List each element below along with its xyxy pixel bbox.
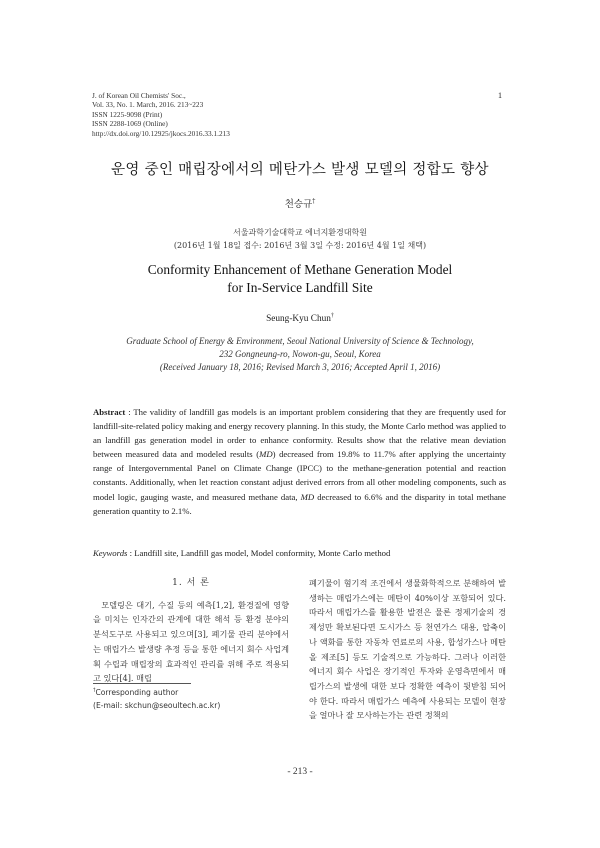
title-english-line1: Conformity Enhancement of Methane Generation Model [147,262,453,277]
body-paragraph-left: 모델링은 대기, 수질 등의 예측[1,2], 환경질에 영향을 미치는 인자간의 관계에 대한 해석 등 환경 분야의 분석도구로 사용되고 있으며[3], 폐기물 관리 분야에서는 매립가스 발생량 추정 등을 통한 에너지 회수 사업계획 수립과 매립장의 효과적인 관리를 위해 주로 적용되고 있다[4]. 매립 [93,599,289,684]
affiliation-english-line2: 232 Gongneung-ro, Nowon-gu, Seoul, Korea [219,349,381,359]
journal-doi: http://dx.doi.org/10.12925/jkocs.2016.33.1.213 [92,128,230,138]
abstract-sep: : [125,407,134,417]
journal-issn-print: ISSN 1225-9098 (Print) [92,109,163,119]
footnote-corresponding-text: Corresponding author [95,688,179,697]
affiliation-korean [0,227,600,252]
author-korean [0,196,600,210]
page-number-top: 1 [498,91,502,100]
affiliation-english-dates: (Received January 18, 2016; Revised March 3, 2016; Accepted April 1, 2016) [159,362,441,372]
abstract-part2: ) decreased from 19.8% to 11.7% after applying the uncertainty range of Intergovernmental Panel on Climate Change (IPCC) to the methane-generation potential and reaction constants. Additionally, when let reaction constant adjust derived errors from all other modeling components, such as model logic, gauging waste, and measured methane data, [93,449,506,502]
page-number-bottom: - 213 - [287,767,313,777]
journal-issn-online: ISSN 2288-1069 (Online) [92,119,168,129]
author-english-name: Seung-Kyu Chun [266,314,331,324]
footnote-corresponding [93,687,293,700]
body-column-left [93,576,289,686]
author-english [0,314,600,324]
title-korean: 운영 중인 매립장에서의 메탄가스 발생 모델의 정합도 향상 [111,162,489,178]
title-english [0,261,600,297]
body-paragraph-right: 폐기물이 혐기적 조건에서 생물화학적으로 분해하여 발생하는 매립가스에는 메탄이 40%이상 포함되어 있다. 따라서 매립가스를 활용한 발전은 물론 정제기술의 경제성만 확보된다면 도시가스 등 천연가스 대용, 압축이나 액화를 통한 자동차 연료로의 사용, 합성가스나 메탄올 제조[5] 등도 기술적으로 가능하다. 그러나 이러한 에너지 회수 사업은 장기적인 투자와 운영측면에서 매립가스의 발생에 대한 보다 정확한 예측이 뒷받침 되어야 한다. 따라서 매립가스 예측에 사용되는 모델이 현장을 얼마나 잘 모사하는가는 관련 정책의 [309,578,506,721]
footnote [93,687,293,712]
affiliation-korean-name: 서울과학기술대학교 에너지환경대학원 [233,228,367,237]
abstract [93,405,506,518]
footnote-mark: † [93,687,96,694]
corresponding-mark-en: † [330,312,334,319]
keywords-text: Landfill site, Landfill gas model, Model conformity, Monte Carlo method [134,548,391,558]
section-heading-introduction: 1. 서 론 [172,578,210,588]
affiliation-english [0,335,600,374]
journal-info [92,91,230,138]
author-korean-name: 천승규 [284,199,313,210]
body-column-right [309,576,506,723]
keywords-sep: : [127,548,135,558]
abstract-label: Abstract [93,407,126,417]
corresponding-mark: † [312,197,316,205]
abstract-md1: MD [259,449,273,460]
affiliation-english-line1: Graduate School of Energy & Environment, Seoul National University of Science & Technology, [126,336,474,346]
footnote-email: (E-mail: skchun@seoultech.ac.kr) [93,700,221,710]
keywords-label: Keywords [93,548,128,558]
journal-name: J. of Korean Oil Chemists' Soc., [92,91,186,100]
abstract-part3: decreased to 6.6% and the disparity in total methane generation quantity to 2.1%. [93,491,506,516]
title-english-line2: for In-Service Landfill Site [227,280,373,295]
journal-volume: Vol. 33, No. 1. March, 2016. 213~223 [92,100,204,110]
affiliation-korean-dates: (2016년 1월 18일 접수: 2016년 3월 3일 수정: 2016년 4월 1일 채택) [173,240,427,250]
abstract-md2: MD [300,491,315,502]
abstract-part1: The validity of landfill gas models is an important problem considering that they are frequently used for landfill-site-related policy making and energy recovery planning. In this study, the Monte Carlo method was applied to an landfill gas generation model in order to enhance conformity. Results show that the relative mean deviation between measured data and modeled results ( [93,407,506,460]
footnote-divider [93,683,191,684]
keywords [93,548,506,558]
